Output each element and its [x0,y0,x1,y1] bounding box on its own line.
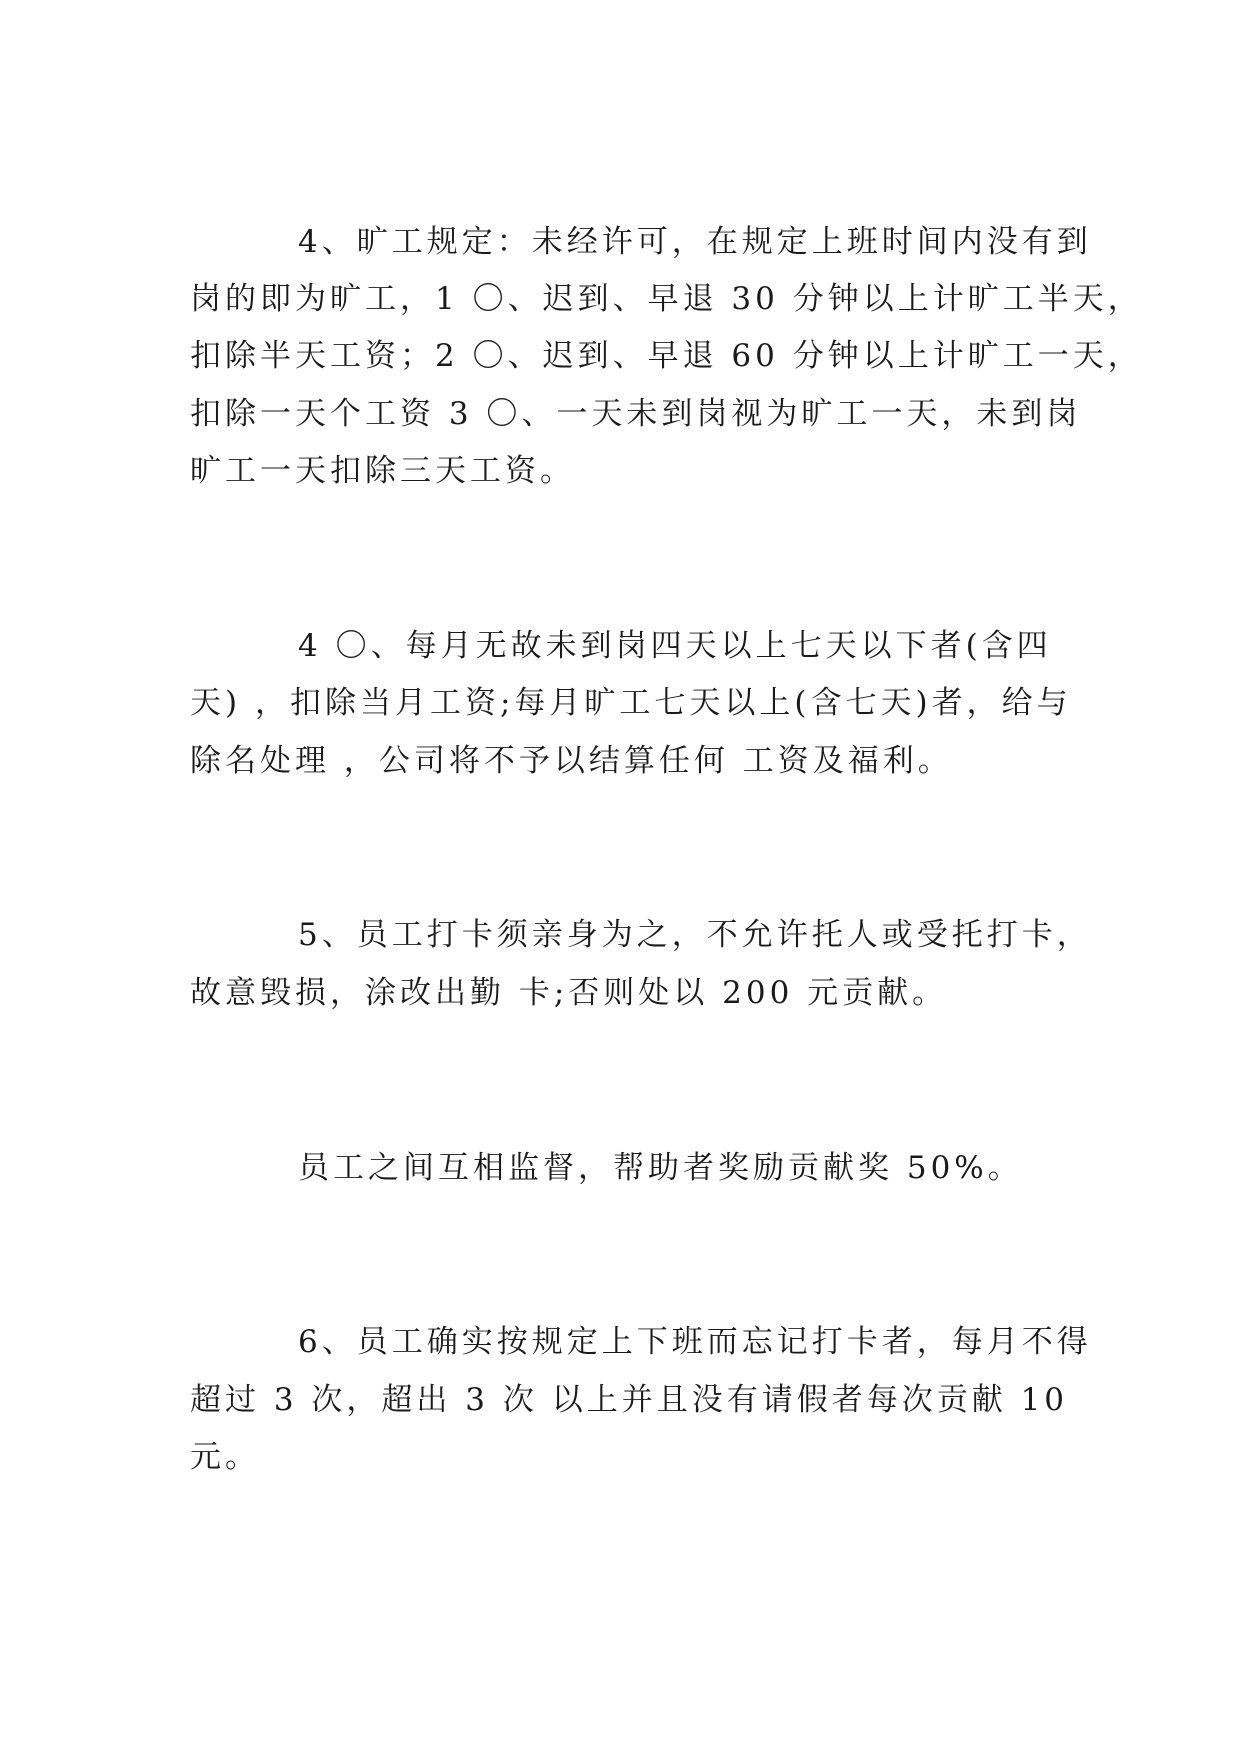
paragraph-line: 元。 [190,1439,260,1475]
paragraph-line: 除名处理 ，公司将不予以结算任何 工资及福利。 [190,743,953,779]
paragraph-line: 岗的即为旷工，1 〇、迟到、早退 30 分钟以上计旷工半天， [190,281,1143,317]
paragraph-line: 6、员工确实按规定上下班而忘记打卡者，每月不得 [298,1324,1092,1360]
paragraph-line: 扣除一天个工资 3 〇、一天未到岗视为旷工一天，未到岗 [190,396,1082,432]
paragraph-line: 天) ，扣除当月工资;每月旷工七天以上(含七天)者，给与 [190,685,1072,721]
paragraph-line: 故意毁损，涂改出勤 卡;否则处以 200 元贡献。 [190,975,948,1011]
paragraph-line: 旷工一天扣除三天工资。 [190,453,575,489]
paragraph-line: 5、员工打卡须亲身为之，不允许托人或受托打卡， [298,917,1092,953]
paragraph-line: 员工之间互相监督，帮助者奖励贡献奖 50%。 [298,1150,1023,1186]
paragraph-line: 超过 3 次，超出 3 次 以上并且没有请假者每次贡献 10 [190,1382,1069,1418]
paragraph-line: 4 〇、每月无故未到岗四天以上七天以下者(含四 [298,628,1052,664]
paragraph-line: 扣除半天工资；2 〇、迟到、早退 60 分钟以上计旷工一天， [190,338,1143,374]
paragraph-line: 4、旷工规定：未经许可，在规定上班时间内没有到 [298,224,1092,260]
